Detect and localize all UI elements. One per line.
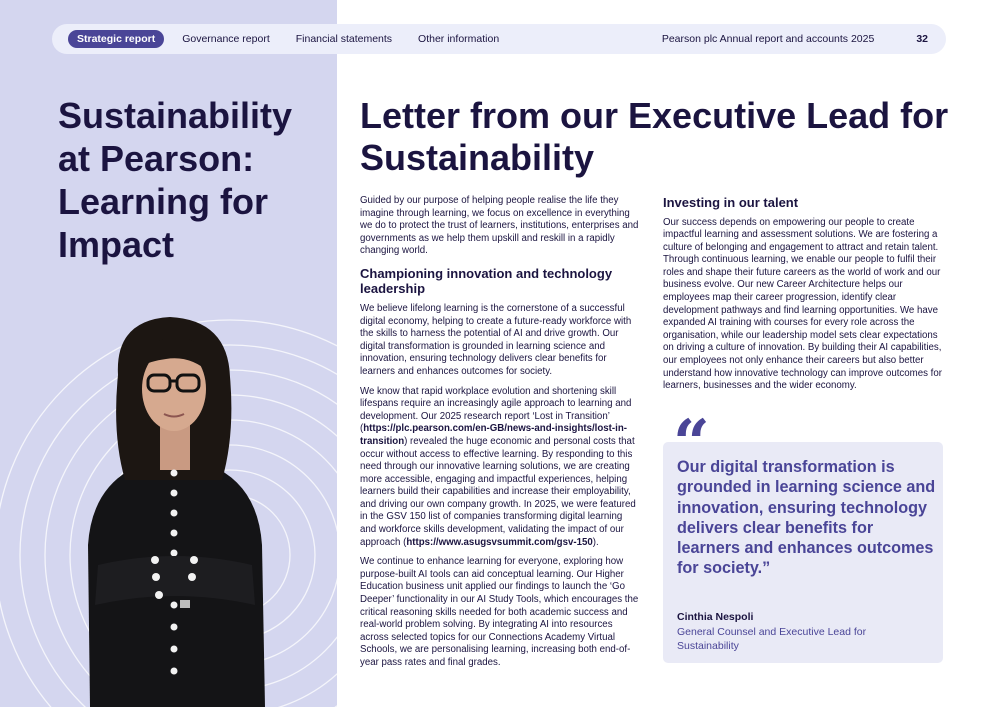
quote-author: Cinthia Nespoli [677,611,754,623]
talent-paragraph: Our success depends on empowering our people to create impactful learning and assessment solutions. We are fostering a culture of belonging and engagement to attract and retain talent. Through continuous learning, we enable our people to fulfil their roles and shape their future careers as the world of work and our business evolve. Our new Career Architecture helps our employees map their career progression, identify clear development pathways and find learning opportunities. We have expanded AI training with courses for every role across the organisation, while our leadership model sets clear expectations on driving a culture of innovation. By building their AI capabilities, our employees not only enhance their careers but also better understand how innovative technology can improve outcomes for learners, businesses and the wider economy. [663,216,942,392]
p2-text-before: We know that rapid workplace evolution and shortening skill lifespans require an increasingly agile approach to learning and development. Our 2025 research report ‘Lost in Transition’ ( [360,385,632,435]
quote-author-role: General Counsel and Executive Lead for Sustainability [677,626,867,652]
tab-governance-report[interactable]: Governance report [182,33,270,45]
page-title: Letter from our Executive Lead for Sustainability [360,95,949,178]
lost-in-transition-link[interactable]: https://plc.pearson.com/en-GB/news-and-insights/lost-in-transition [360,423,627,447]
p2-text-after: ). [592,536,599,548]
innovation-paragraph-3: We continue to enhance learning for everyone, exploring how purpose-built AI tools can aid conceptual learning. Our Higher Education business unit applied our findings to launch the ‘Go Deeper’ functionality in our AI Study Tools, which encourages the critical reasoning skills needed for both academic success and real-world problem solving. By integrating AI into resources across selected topics for our Connections Academy Virtual Schools, we are personalising learning, increasing both end-of-year pass rates and final grades. [360,556,639,668]
intro-paragraph: Guided by our purpose of helping people realise the life they imagine through learning, we focus on excellence in everything we do to protect the trust of learners, institutions, enterprises and governments as we help them upskill and reskill in a rapidly changing world. [360,195,639,257]
pull-quote-text: Our digital transformation is grounded in learning science and innovation, ensuring technology delivers clear benefits for learners and enhances outcomes for society.” [677,458,936,578]
innovation-heading: Championing innovation and technology leadership [360,265,613,297]
right-text-column [663,195,945,400]
publication-title: Pearson plc Annual report and accounts 2025 [661,33,875,45]
tab-other-information[interactable]: Other information [418,33,500,45]
page-number: 32 [916,33,928,45]
talent-heading: Investing in our talent [663,195,799,210]
quote-mark-icon: “ [673,406,710,481]
innovation-paragraph-1: We believe lifelong learning is the cornerstone of a successful digital economy, helping to create a future-ready workforce with the skills to harness the potential of AI and drive growth. Our digital transformation is grounded in learning science and innovation, ensuring technology delivers clear benefits for learners and enhances outcomes for society. [360,302,632,377]
tab-financial-statements[interactable]: Financial statements [295,33,393,45]
section-title: Sustainability at Pearson: Learning for Impact [58,95,293,265]
p2-text-middle: ) revealed the huge economic and personal costs that occur without access to effective learning. By responding to this need through our innovative learning solutions, we are creating more accessible, engaging and impactful experiences, helping learners build their capabilities and increase their employability, and driving our own company growth. In 2025, we were featured in the GSV 150 list of companies transforming digital learning and workforce skills development, validating the impact of our approach ( [360,435,636,548]
innovation-paragraph-2 [360,386,640,550]
nav-right [662,33,928,45]
gsv-150-link[interactable]: https://www.asugsvsummit.com/gsv-150 [406,536,593,548]
left-text-column [360,195,640,677]
top-navigation [52,24,946,54]
portrait-photo [70,315,280,707]
tab-strategic-report[interactable]: Strategic report [68,30,164,48]
